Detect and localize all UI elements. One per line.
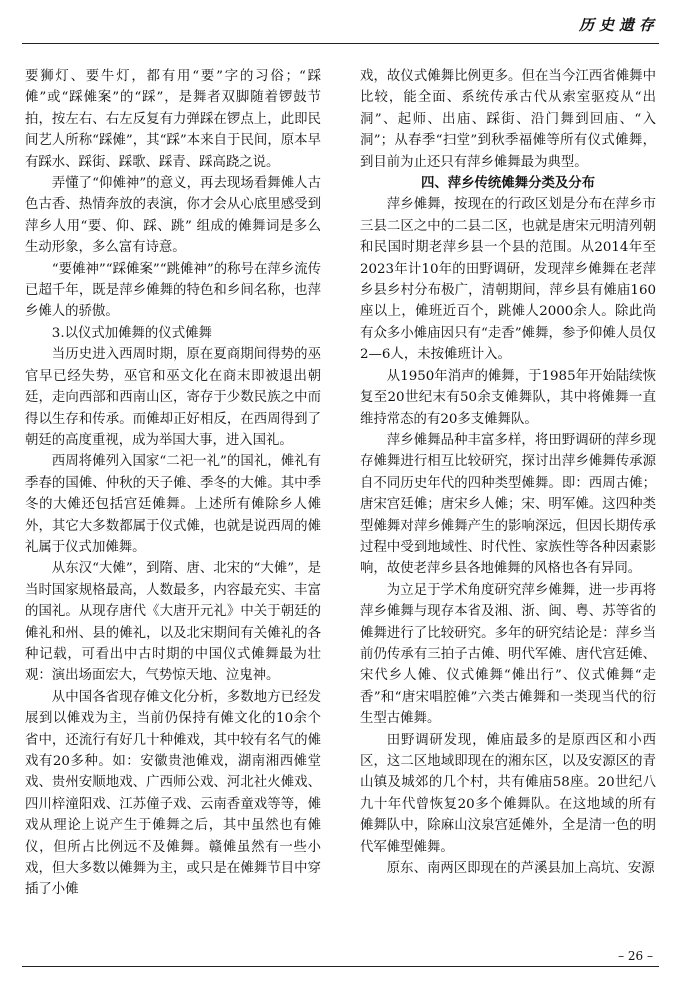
paragraph: 从1950年消声的傩舞，于1985年开始陆续恢复至20世纪末有50余支傩舞队，其中将傩舞一直维持常态的有20多支傩舞队。 xyxy=(360,368,656,427)
left-column xyxy=(25,66,321,901)
paragraph: 弄懂了“仰傩神”的意义，再去现场看舞傩人古色古香、热情奔放的表演，你才会从心底里感受到萍乡人用“要、仰、踩、跳” 组成的傩舞词是多么生动形象，多么富有诗意。 xyxy=(25,176,321,256)
paragraph: 田野调研发现，傩庙最多的是原西区和小西区，这二区地域即现在的湘东区，以及安源区的青山镇及城郊的几个村，共有傩庙58座。20世纪八九十年代曾恢复20多个傩舞队。在这地域的所有傩舞队中，除麻山汶泉宫延傩外，全是清一色的明代军傩型傩舞。 xyxy=(360,732,656,855)
header-rule xyxy=(22,43,659,44)
paragraph: 当历史进入西周时期，原在夏商期间得势的巫官早已经失势，巫官和巫文化在商末即被退出朝廷，走向西部和西南山区，寄存于少数民族之中而得以生存和传承。而傩却正好相反，在西周得到了朝廷的高度重视，成为举国大事，进入国礼。 xyxy=(25,347,321,448)
paragraph: 原东、南两区即现在的芦溪县加上高坑、安源 xyxy=(386,861,655,877)
paragraph: 萍乡傩舞，按现在的行政区划是分布在萍乡市三县二区之中的二县二区，也就是唐宋元明清列朝和民国时期老萍乡县一个县的范围。从2014年至2023年计10年的田野调研，发现萍乡傩舞在老萍乡县乡村分布极广，清朝期间，萍乡县有傩庙160座以上，傩班近百个，跳傩人2000余人。除此尚有众多小傩庙因只有“走香”傩舞，参予仰傩人员仅2—6人，未按傩班计入。 xyxy=(360,197,656,363)
right-column xyxy=(360,66,656,879)
paragraph: 为立足于学术角度研究萍乡傩舞，进一步再将萍乡傩舞与现存本省及湘、浙、闽、粤、苏等省的傩舞进行了比较研究。多年的研究结论是：萍乡当前仍传承有三拍子古傩、明代军傩、唐代宫廷傩、宋代乡人傩、仪式傩舞“傩出行”、仪式傩舞“走香”和“唐宋唱腔傩”六类古傩舞和一类现当代的衍生型古傩舞。 xyxy=(360,582,656,727)
paragraph: “要傩神”“踩傩案”“跳傩神”的称号在萍乡流传已超千年，既是萍乡傩舞的特色和乡间名称，也萍乡傩人的骄傲。 xyxy=(25,261,321,320)
paragraph-continued: 要狮灯、要牛灯，都有用“要”字的习俗；“踩傩”或“踩傩案”的“踩”，是舞者双脚随着锣鼓节拍，按左右、右左反复有力弹踩在锣点上，此即民间艺人所称“踩傩”，其“踩”本来自于民间，原本早有踩水、踩街、踩歌、踩青、踩高跷之说。 xyxy=(25,69,321,170)
paragraph: 从东汉“大傩”，到隋、唐、北宋的“大傩”，是当时国家规格最高，人数最多，内容最充实、丰富的国礼。从现存唐代《大唐开元礼》中关于朝廷的傩礼和州、县的傩礼，以及北宋期间有关傩礼的各种记载，可看出中古时期的中国仪式傩舞最为壮观：演出场面宏大，气势惊天地、泣鬼神。 xyxy=(25,561,321,684)
subsection-heading: 3.以仪式加傩舞的仪式傩舞 xyxy=(51,325,212,341)
paragraph: 萍乡傩舞品种丰富多样，将田野调研的萍乡现存傩舞进行相互比较研究，探讨出萍乡傩舞传承源自不同历史年代的四种类型傩舞。即：西周古傩；唐宋宫廷傩；唐宋乡人傩；宋、明军傩。这四种类型傩舞对萍乡傩舞产生的影响深远，但因长期传承过程中受到地域性、时代性、家族性等各种因素影响，故使老萍乡县各地傩舞的风格也各有异同。 xyxy=(360,432,656,577)
paragraph: 从中国各省现存傩文化分析，多数地方已经发展到以傩戏为主，当前仍保持有傩文化的10余个省中，还流行有好几十种傩戏，其中较有名气的傩戏有20多种。如：安徽贵池傩戏，湖南湘西傩堂戏、贵州安顺地戏、广西师公戏、河北社火傩戏、四川梓潼阳戏、江苏僮子戏、云南香童戏等等，傩戏从理论上说产生于傩舞之后，其中虽然也有傩仪，但所占比例远不及傩舞。赣傩虽然有一些小戏，但大多数以傩舞为主，或只是在傩舞节目中穿插了小傩 xyxy=(25,689,321,898)
section-tag: 历史遗存 xyxy=(578,16,659,34)
section-heading: 四、萍乡传统傩舞分类及分布 xyxy=(420,175,596,192)
paragraph: 西周将傩列入国家“二祀一礼”的国礼，傩礼有季春的国傩、仲秋的天子傩、季冬的大傩。其中季冬的大傩还包括宫廷傩舞。上述所有傩除乡人傩外，其它大多数都属于仪式傩，也就是说西周的傩礼属于仪式加傩舞。 xyxy=(25,454,321,555)
paragraph-continued: 戏，故仪式傩舞比例更多。但在当今江西省傩舞中比较，能全面、系统传承古代从索室驱疫从“出洞”、起师、出庙、踩街、沿门舞到回庙、“入洞”；从春季“扫堂”到秋季福傩等所有仪式傩舞，到目前为止还只有萍乡傩舞最为典型。 xyxy=(360,69,656,170)
footer-rule xyxy=(22,966,659,967)
page-number: – 26 – xyxy=(618,949,653,963)
